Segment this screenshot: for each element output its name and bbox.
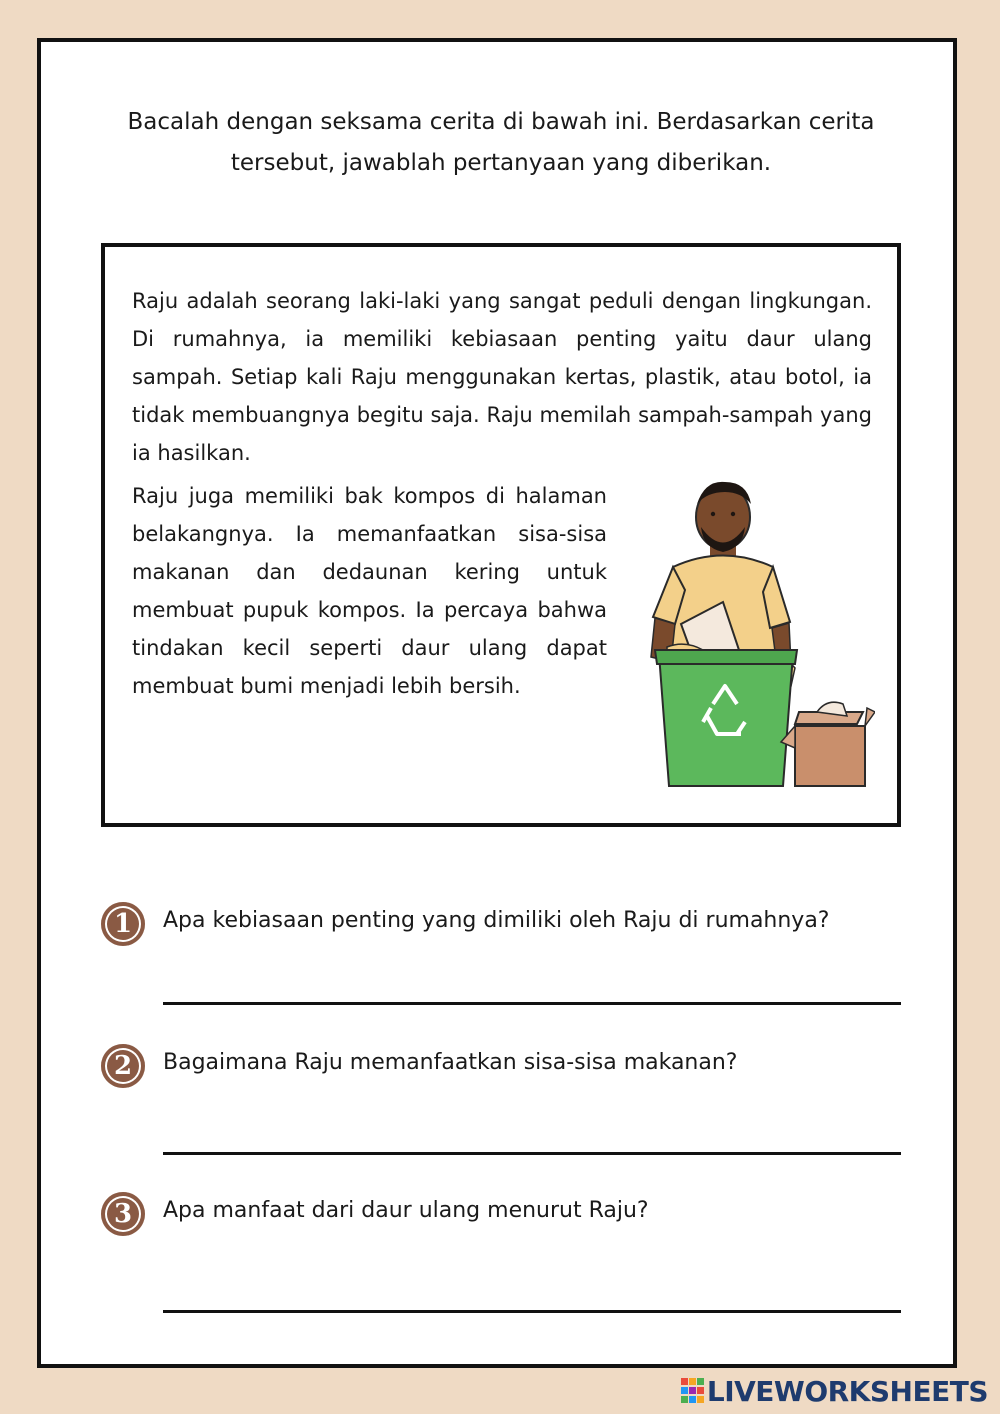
recycling-man-illustration [645, 472, 875, 787]
brand-name: LIVEWORKSHEETS [706, 1375, 988, 1408]
story-paragraph-2: Raju juga memiliki bak kompos di halaman belakangnya. Ia memanfaatkan sisa-sisa makanan dan dedaunan kering untuk membuat pupuk kompos. Ia percaya bahwa tindakan kecil seperti daur ulang dapat membuat bumi menjadi lebih bersih. [132, 484, 607, 698]
question-1 [101, 902, 921, 942]
story-paragraph-1: Raju adalah seorang laki-laki yang sangat peduli dengan lingkungan. Di rumahnya, ia memiliki kebiasaan penting yaitu daur ulang sampah. Setiap kali Raju menggunakan kertas, plastik, atau botol, ia tidak membuangnya begitu saja. Raju memilah sampah-sampah yang ia hasilkan. [132, 289, 872, 465]
question-number-badge: 1 [101, 902, 145, 946]
liveworksheets-icon [681, 1378, 705, 1404]
answer-line-2[interactable] [163, 1152, 901, 1155]
question-number-badge: 2 [101, 1044, 145, 1088]
answer-line-3[interactable] [163, 1310, 901, 1313]
question-3 [101, 1192, 921, 1232]
question-text: Bagaimana Raju memanfaatkan sisa-sisa makanan? [163, 1050, 738, 1075]
question-text: Apa kebiasaan penting yang dimiliki oleh Raju di rumahnya? [163, 908, 830, 933]
question-text: Apa manfaat dari daur ulang menurut Raju? [163, 1198, 649, 1223]
answer-line-1[interactable] [163, 1002, 901, 1005]
instructions-text: Bacalah dengan seksama cerita di bawah ini. Berdasarkan cerita tersebut, jawablah pertanyaan yang diberikan. [127, 109, 875, 176]
question-number-badge: 3 [101, 1192, 145, 1236]
story-box [101, 243, 901, 827]
question-2 [101, 1044, 921, 1084]
liveworksheets-logo[interactable] [681, 1375, 988, 1408]
worksheet-page [37, 38, 957, 1368]
